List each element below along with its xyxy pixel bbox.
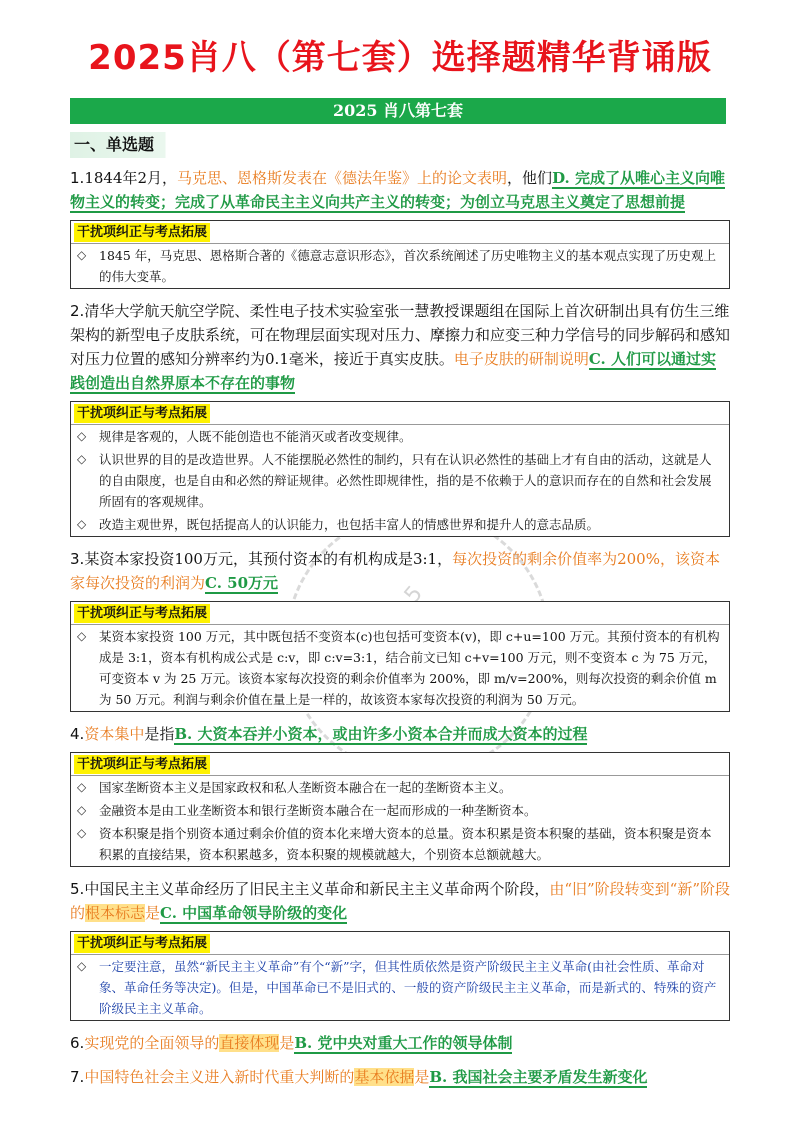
question-6 (70, 1031, 730, 1055)
question-connector: 是 (279, 1034, 295, 1052)
explanation-box (70, 931, 730, 1021)
explanation-text: 认识世界的目的是改造世界。人不能摆脱必然性的制约，只有在认识必然性的基础上才有自由的活动，这就是人的自由限度，也是自由和必然的辩证规律。必然性即规律性，指的是不依赖于人的意识而存在的自然和社会发展所固有的客观规律。 (99, 452, 712, 509)
explanation-text: 一定要注意，虽然“新民主主义革命”有个“新”字，但其性质依然是资产阶级民主主义革命(由社会性质、革命对象、革命任务等决定)。但是，中国革命已不是旧式的、一般的资产阶级民主主义革命，而是新式的、特殊的资产阶级民主主义革命。 (99, 959, 717, 1016)
question-number: 3. (70, 550, 85, 568)
question-list (70, 166, 730, 1089)
explanation-box (70, 601, 730, 712)
question-connector: 是 (414, 1068, 430, 1086)
section-title: 一、单选题 (70, 132, 726, 158)
question-key-phrase: 中国特色社会主义进入新时代重大判断的 (84, 1068, 355, 1086)
question-key-phrase: 电子皮肤的研制说明 (453, 350, 589, 368)
question-7 (70, 1065, 730, 1089)
diamond-bullet-icon: ◇ (77, 780, 87, 794)
explanation-item (71, 799, 729, 822)
box-label: 干扰项纠正与考点拓展 (74, 934, 210, 953)
question-connector: 是指 (144, 725, 175, 743)
explanation-text: 改造主观世界，既包括提高人的认识能力，也包括丰富人的情感世界和提升人的意志品质。 (99, 517, 600, 532)
answer-text: C. 人们可以通过实践创造出自然界原本不存在的事物 (70, 350, 716, 392)
question-1 (70, 166, 730, 214)
question-stem: 清华大学航天航空学院、柔性电子技术实验室张一慧教授课题组在国际上首次研制出具有仿生三维架构的新型电子皮肤系统，可在物理层面实现对压力、摩擦力和应变三种力学信号的同步解码和感知对压力位置的感知分辨率约为0.1毫米，接近于真实皮肤。 (70, 302, 731, 368)
diamond-bullet-icon: ◇ (77, 452, 87, 466)
explanation-text: 金融资本是由工业垄断资本和银行垄断资本融合在一起而形成的一种垄断资本。 (99, 803, 537, 818)
diamond-bullet-icon: ◇ (77, 429, 87, 443)
answer-text: B. 党中央对重大工作的领导体制 (294, 1034, 513, 1052)
explanation-item (71, 776, 729, 799)
answer-text: B. 大资本吞并小资本，或由许多小资本合并而成大资本的过程 (174, 725, 588, 743)
question-number: 6. (70, 1034, 85, 1052)
answer-text: C. 中国革命领导阶级的变化 (160, 904, 348, 922)
question-key-phrase: 实现党的全面领导的 (84, 1034, 220, 1052)
question-key-phrase: 资本集中 (84, 725, 145, 743)
question-key-phrase: 马克思、恩格斯发表在《德法年鉴》上的论文表明 (177, 169, 508, 187)
diamond-bullet-icon: ◇ (77, 959, 87, 973)
page-title: 2025肖八（第七套）选择题精华背诵版 (88, 38, 712, 78)
explanation-item (71, 513, 729, 536)
question-stem: 1844年2月， (84, 169, 178, 187)
header-bar: 2025 肖八第七套 (70, 98, 726, 124)
explanation-item (71, 448, 729, 513)
question-3 (70, 547, 730, 595)
question-connector: 是 (145, 904, 161, 922)
question-highlight: 基本依据 (354, 1068, 415, 1086)
question-highlight: 根本标志 (85, 904, 146, 922)
box-label: 干扰项纠正与考点拓展 (74, 404, 210, 423)
explanation-item (71, 244, 729, 288)
explanation-item (71, 425, 729, 448)
explanation-item (71, 822, 729, 866)
answer-text: B. 我国社会主要矛盾发生新变化 (429, 1068, 648, 1086)
diamond-bullet-icon: ◇ (77, 803, 87, 817)
question-number: 1. (70, 169, 85, 187)
diamond-bullet-icon: ◇ (77, 517, 87, 531)
question-connector: ，他们 (507, 169, 553, 187)
question-stem: 某资本家投资100万元，其预付资本的有机构成是3:1， (84, 550, 453, 568)
question-4 (70, 722, 730, 746)
diamond-bullet-icon: ◇ (77, 248, 87, 262)
question-number: 4. (70, 725, 85, 743)
diamond-bullet-icon: ◇ (77, 826, 87, 840)
explanation-box (70, 220, 730, 289)
diamond-bullet-icon: ◇ (77, 629, 87, 643)
explanation-item (71, 625, 729, 711)
question-5 (70, 877, 730, 925)
explanation-text: 1845 年，马克思、恩格斯合著的《德意志意识形态》，首次系统阐述了历史唯物主义的基本观点实现了历史观上的伟大变革。 (99, 248, 717, 284)
explanation-text: 规律是客观的，人既不能创造也不能消灭或者改变规律。 (99, 429, 412, 444)
explanation-text: 资本积聚是指个别资本通过剩余价值的资本化来增大资本的总量。资本积累是资本积聚的基础，资本积聚是资本积累的直接结果，资本积累越多，资本积聚的规模就越大，个别资本总额就越大。 (99, 826, 712, 862)
explanation-box (70, 752, 730, 867)
explanation-item (71, 955, 729, 1020)
question-number: 5. (70, 880, 85, 898)
question-key-phrase: 每次投资的剩余价值率为200%，该资本家每次投资的利润为 (70, 550, 720, 592)
question-number: 7. (70, 1068, 85, 1086)
question-highlight: 直接体现 (219, 1034, 280, 1052)
answer-text: D. 完成了从唯心主义向唯物主义的转变；完成了从革命民主主义向共产主义的转变；为创立马克思主义奠定了思想前提 (70, 169, 725, 211)
explanation-box (70, 401, 730, 537)
explanation-text: 国家垄断资本主义是国家政权和私人垄断资本融合在一起的垄断资本主义。 (99, 780, 512, 795)
box-label: 干扰项纠正与考点拓展 (74, 755, 210, 774)
question-stem: 中国民主主义革命经历了旧民主主义革命和新民主主义革命两个阶段， (84, 880, 550, 898)
answer-text: C. 50万元 (205, 574, 279, 592)
question-2 (70, 299, 730, 395)
question-key-phrase: 由“旧”阶段转变到“新”阶段的 (70, 880, 731, 922)
box-label: 干扰项纠正与考点拓展 (74, 604, 210, 623)
question-number: 2. (70, 302, 85, 320)
box-label: 干扰项纠正与考点拓展 (74, 223, 210, 242)
explanation-text: 某资本家投资 100 万元，其中既包括不变资本(c)也包括可变资本(v)，即 c+u=100 万元。其预付资本的有机构成是 3:1，资本有机构成公式是 c:v，即 c:v=3:1，结合前文已知 c+v=100 万元，则不变资本 c 为 75 万元，可变资本 v 为 25 万元。该资本家每次投资的剩余价值率为 200%，即 m/v=200%，则每次投资的剩余价值 m 为 50 万元。利润与剩余价值在量上是一样的，故该资本家每次投资的利润为 50 万元。 (99, 629, 720, 707)
